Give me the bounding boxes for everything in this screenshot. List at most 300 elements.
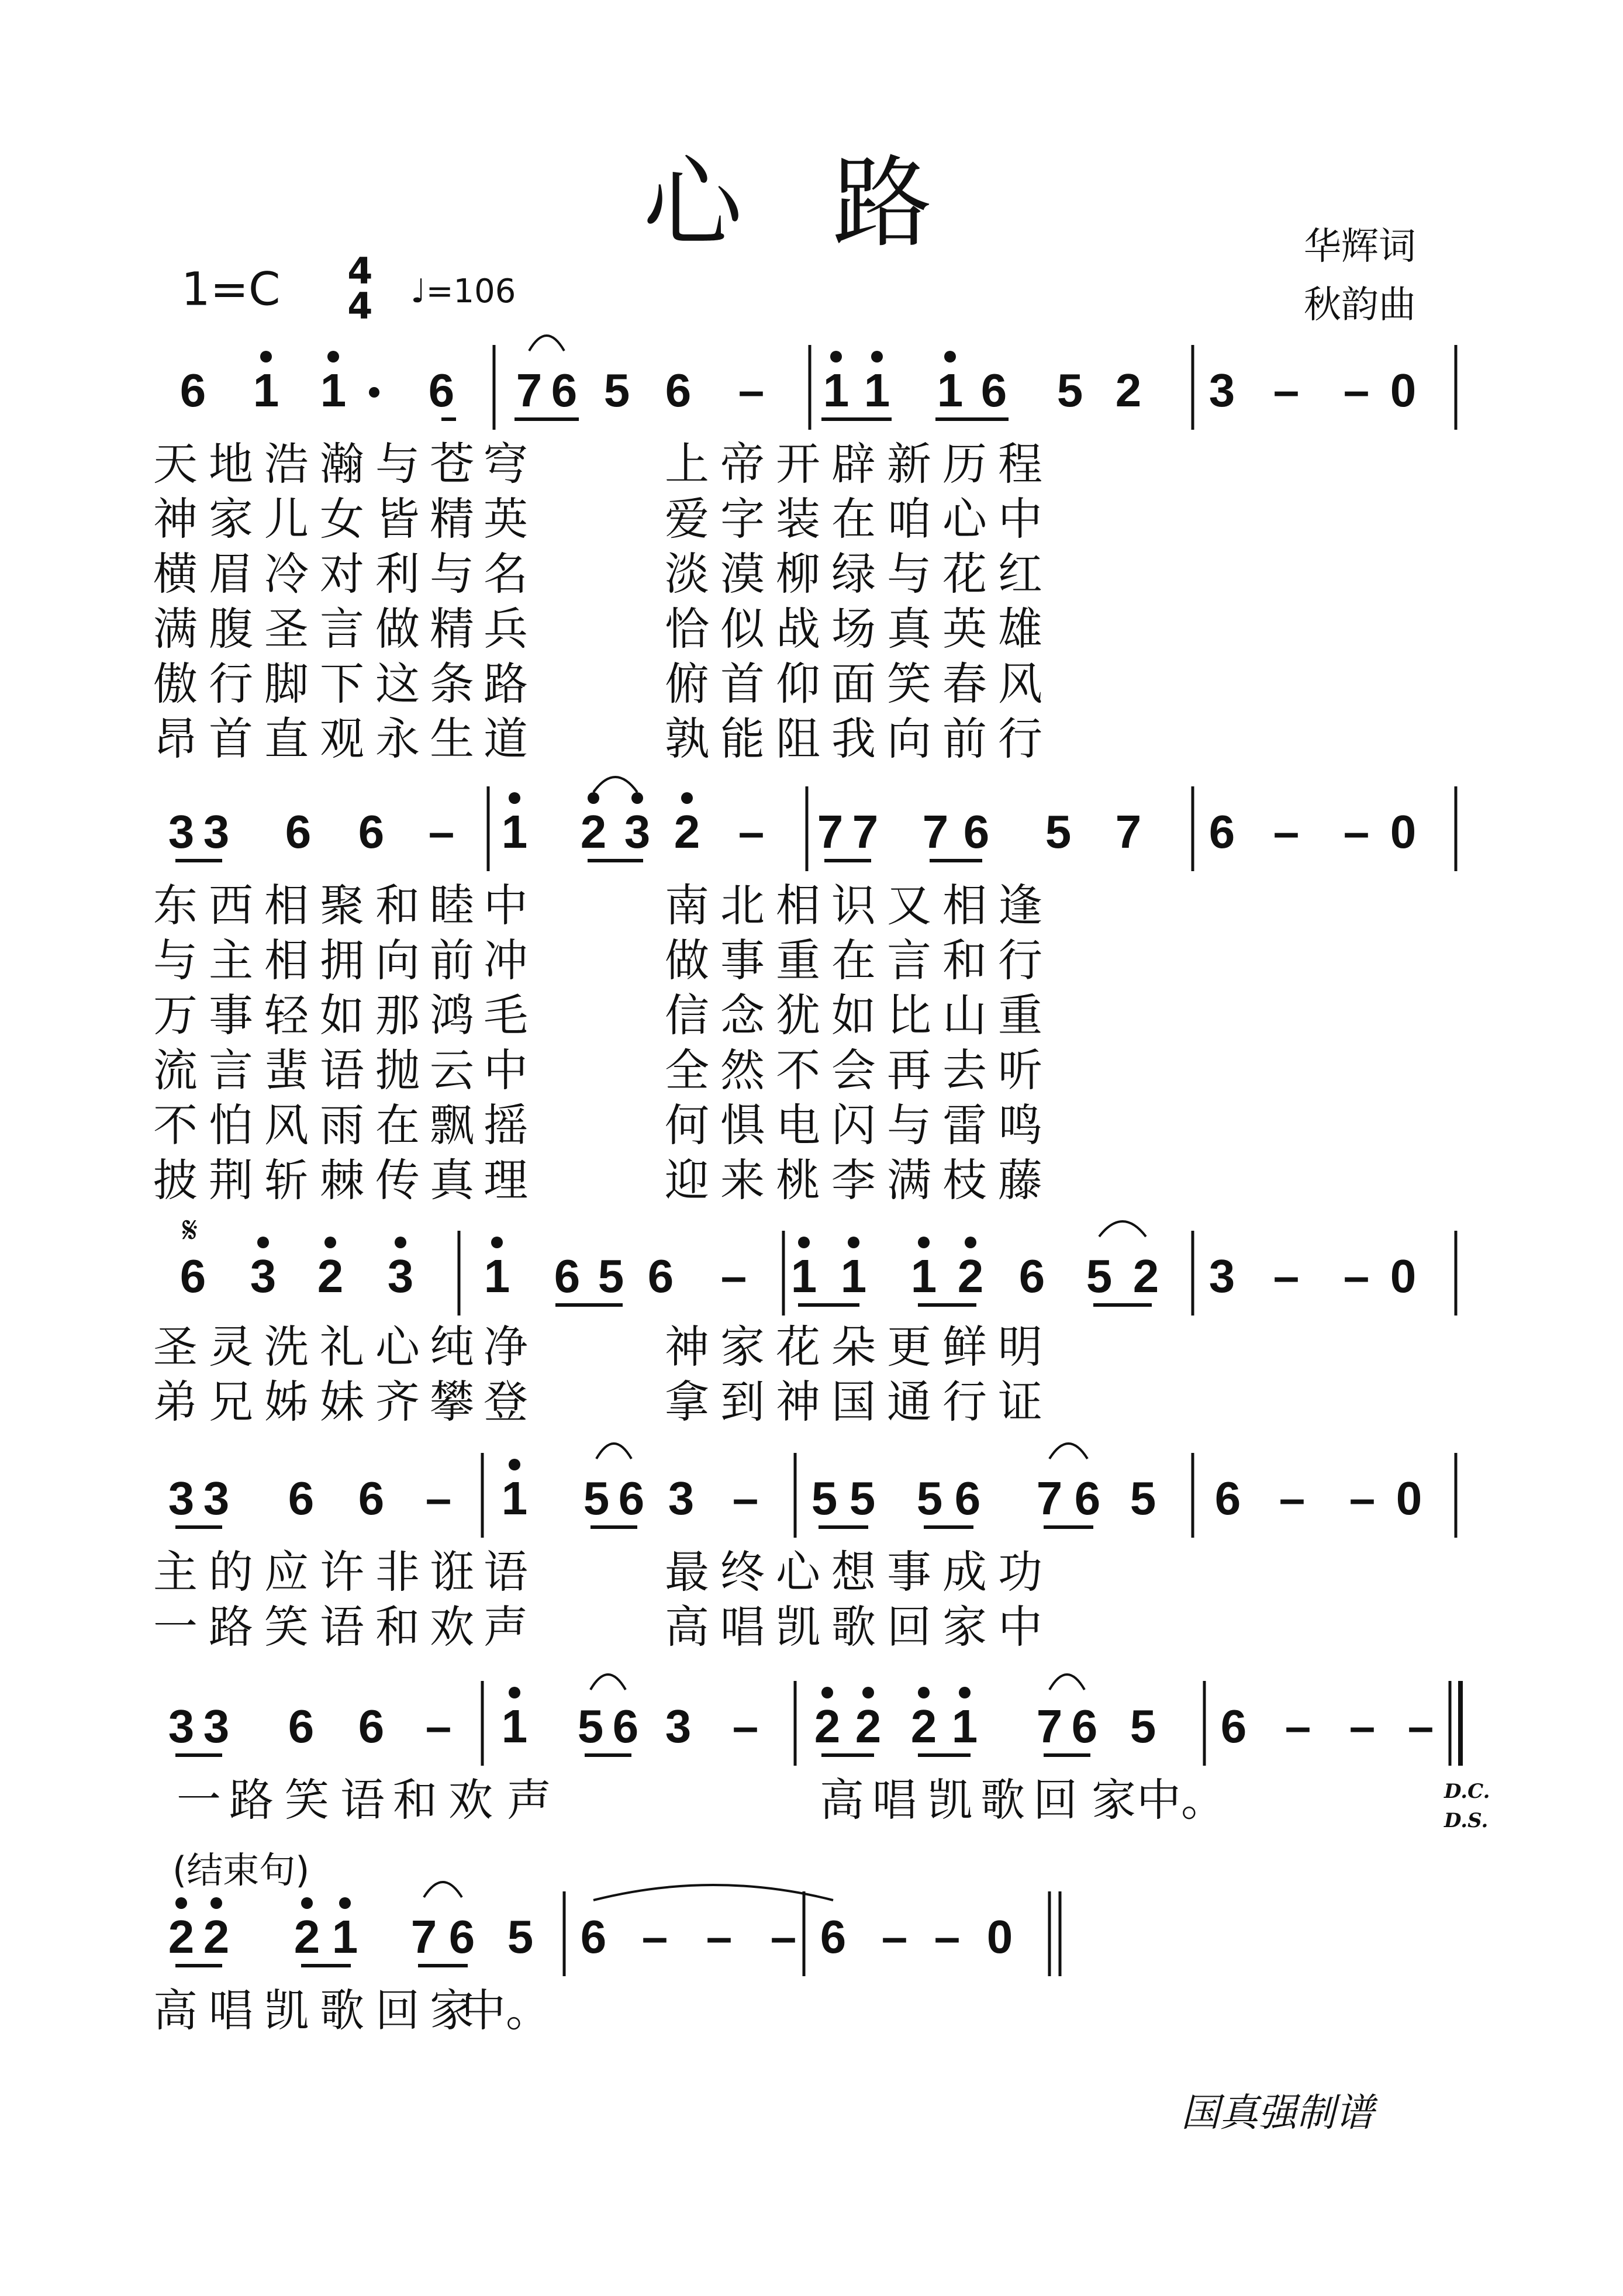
lyric-char: 装: [776, 493, 820, 545]
lyric-char: 雄: [998, 603, 1042, 655]
lyric-char: 言: [320, 603, 364, 655]
lyric-char: 语: [484, 1546, 528, 1598]
lyric-char: 相: [264, 879, 309, 931]
lyric-char: 路: [229, 1774, 274, 1826]
lyric-char: 全: [665, 1044, 709, 1096]
lyric-char: 与: [887, 1099, 931, 1151]
lyric-char: 女: [320, 493, 364, 545]
lyric-char: 念: [720, 989, 765, 1041]
time-signature-bottom: 4: [347, 285, 373, 327]
lyric-char: 地: [209, 438, 253, 490]
lyric-char: 拿: [665, 1376, 709, 1428]
note: 6: [612, 1700, 639, 1752]
lyric-char: 英: [942, 603, 987, 655]
note: 2: [580, 806, 607, 858]
lyric-char: 新: [887, 438, 931, 490]
note: 2: [910, 1700, 937, 1752]
lyric-char: 场: [831, 603, 876, 655]
time-signature-top: 4: [347, 250, 373, 292]
note: 1: [790, 1250, 817, 1302]
octave-dot: [918, 1237, 930, 1248]
lyric-char: 上: [665, 438, 709, 490]
lyric-char: 惧: [720, 1099, 765, 1151]
dash: –: [1343, 364, 1370, 416]
lyric-char: 柳: [776, 548, 820, 600]
lyric-char: 李: [831, 1154, 876, 1206]
lyric-char: 眉: [209, 548, 253, 600]
octave-dot: [871, 351, 883, 362]
octave-dot: [175, 1897, 187, 1909]
lyric-char: 中: [484, 879, 528, 931]
lyric-char: 孰: [665, 713, 709, 765]
note: 1: [937, 364, 964, 416]
lyric-char: 东: [153, 879, 198, 931]
octave-dot: [260, 351, 272, 362]
note: 3: [1208, 1250, 1235, 1302]
lyric-char: 路: [209, 1601, 253, 1653]
lyric-char: 南: [665, 879, 709, 931]
lyric-char: 真: [887, 603, 931, 655]
lyric-char: 雨: [320, 1099, 364, 1151]
note: 7: [1115, 806, 1142, 858]
lyric-char: 摇: [484, 1099, 528, 1151]
lyric-char: 家: [430, 1984, 474, 2036]
lyric-char: 回: [887, 1601, 931, 1653]
note: 6: [179, 1250, 206, 1302]
lyric-char: 傲: [153, 658, 198, 710]
note: 3: [203, 1700, 230, 1752]
lyric-char: 逢: [998, 879, 1042, 931]
slur: [1049, 1674, 1085, 1690]
note: 5: [1056, 364, 1083, 416]
lyric-char: 妹: [320, 1376, 364, 1428]
lyric-char: 向: [887, 713, 931, 765]
lyric-char: 歌: [320, 1984, 364, 2036]
lyric-char: 许: [320, 1546, 364, 1598]
lyric-char: 云: [430, 1044, 474, 1096]
lyric-char: 欢: [448, 1774, 493, 1826]
lyric-char: 会: [831, 1044, 876, 1096]
lyric-char: 行: [942, 1376, 987, 1428]
lyric-char: 帝: [720, 438, 765, 490]
note: 6: [1214, 1472, 1241, 1524]
octave-dot: [821, 1687, 833, 1698]
lyric-char: 一: [177, 1774, 221, 1826]
lyric-char: 前: [430, 934, 474, 986]
lyric-char: 凯: [264, 1984, 309, 2036]
lyric-char: 再: [887, 1044, 931, 1096]
lyric-char: 那: [375, 989, 420, 1041]
lyric-char: 恰: [665, 603, 709, 655]
lyric-char: 花: [942, 548, 987, 600]
note: 1: [823, 364, 850, 416]
lyric-char: 向: [375, 934, 420, 986]
lyric-char: 心: [942, 493, 987, 545]
slur: [591, 1674, 626, 1690]
lyric-char: 腹: [209, 603, 253, 655]
note: 2: [814, 1700, 841, 1752]
note: 6: [1074, 1472, 1101, 1524]
lyric-char: 事: [209, 989, 253, 1041]
lyric-char: 成: [942, 1546, 987, 1598]
dash: –: [1273, 806, 1300, 858]
lyric-char: 朵: [831, 1321, 876, 1373]
lyric-char: 欢: [430, 1601, 474, 1653]
dash: –: [720, 1250, 747, 1302]
note: 6: [580, 1911, 607, 1963]
note: 1: [501, 1472, 528, 1524]
lyric-char: 辟: [831, 438, 876, 490]
dash: –: [428, 806, 455, 858]
note: 2: [293, 1911, 320, 1963]
note: 6: [1220, 1700, 1247, 1752]
lyric-char: 语: [320, 1601, 364, 1653]
lyric-char: 战: [776, 603, 820, 655]
note: 7: [817, 806, 844, 858]
octave-dot: [395, 1237, 406, 1248]
lyric-char: 万: [153, 989, 198, 1041]
lyric-char: 事: [887, 1546, 931, 1598]
lyric-char: 苍: [430, 438, 474, 490]
dash: –: [738, 364, 765, 416]
ds-marker: D.S.: [1444, 1809, 1489, 1832]
lyric-char: 做: [665, 934, 709, 986]
lyric-char: 鸿: [430, 989, 474, 1041]
dash: –: [1349, 1472, 1376, 1524]
note: 2: [203, 1911, 230, 1963]
lyric-char: 绿: [831, 548, 876, 600]
lyric-char: 笑: [264, 1601, 309, 1653]
segno-sign: 𝄋: [182, 1209, 198, 1251]
lyric-char: 不: [776, 1044, 820, 1096]
note: 1: [501, 1700, 528, 1752]
lyric-char: 诳: [430, 1546, 474, 1598]
lyric-char: 到: [720, 1376, 765, 1428]
lyric-char: 攀: [430, 1376, 474, 1428]
note: 6: [358, 806, 385, 858]
lyric-char: 礼: [320, 1321, 364, 1373]
octave-dot: [681, 792, 693, 804]
lyric-char: 神: [153, 493, 198, 545]
note: 6: [288, 1700, 315, 1752]
note: 6: [288, 1472, 315, 1524]
lyric-char: 开: [776, 438, 820, 490]
dash: –: [738, 806, 765, 858]
note: 3: [387, 1250, 414, 1302]
dash: –: [1279, 1472, 1306, 1524]
dash: –: [1273, 1250, 1300, 1302]
lyric-char: 与: [887, 548, 931, 600]
lyric-char: 凯: [928, 1774, 972, 1826]
lyric-char: 高: [820, 1774, 864, 1826]
note: 7: [922, 806, 949, 858]
lyric-char: 做: [375, 603, 420, 655]
note: 5: [811, 1472, 838, 1524]
lyric-char: 家: [1092, 1774, 1136, 1826]
lyric-char: 洗: [264, 1321, 309, 1373]
note: 1: [320, 364, 347, 416]
lyric-char: 鸣: [998, 1099, 1042, 1151]
note: 7: [1036, 1700, 1063, 1752]
note: 5: [577, 1700, 604, 1752]
lyric-char: 前: [942, 713, 987, 765]
note: 6: [618, 1472, 645, 1524]
lyric-char: 终: [720, 1546, 765, 1598]
octave-dot: [491, 1237, 503, 1248]
lyric-char: 重: [776, 934, 820, 986]
lyric-char: 利: [375, 548, 420, 600]
slur: [593, 777, 637, 792]
note: 7: [516, 364, 543, 416]
lyric-char: 神: [665, 1321, 709, 1373]
lyric-char: 程: [998, 438, 1042, 490]
lyric-char: 中。: [1137, 1774, 1225, 1826]
lyric-char: 中: [998, 1601, 1042, 1653]
note: 6: [448, 1911, 475, 1963]
dash: –: [732, 1472, 759, 1524]
octave-dot: [339, 1897, 351, 1909]
note: 0: [1396, 1472, 1422, 1524]
note: 6: [665, 364, 692, 416]
note: 2: [957, 1250, 984, 1302]
note: 6: [1071, 1700, 1098, 1752]
dash: –: [425, 1700, 452, 1752]
note: 2: [1115, 364, 1142, 416]
note: 6: [285, 806, 312, 858]
lyric-char: 直: [264, 713, 309, 765]
lyric-char: 声: [507, 1774, 551, 1826]
note: 0: [1390, 364, 1417, 416]
song-title: 心 路: [643, 146, 962, 261]
lyric-char: 神: [776, 1376, 820, 1428]
lyric-char: 冲: [484, 934, 528, 986]
lyric-char: 家: [942, 1601, 987, 1653]
lyric-char: 字: [720, 493, 765, 545]
note: 1: [864, 364, 890, 416]
octave-dot: [509, 792, 520, 804]
lyric-char: 圣: [153, 1321, 198, 1373]
lyric-char: 听: [998, 1044, 1042, 1096]
lyric-char: 披: [153, 1154, 198, 1206]
dash: –: [425, 1472, 452, 1524]
lyric-char: 想: [831, 1546, 876, 1598]
note: 2: [317, 1250, 344, 1302]
lyric-char: 齐: [375, 1376, 420, 1428]
octave-dot: [327, 351, 339, 362]
lyric-char: 在: [831, 934, 876, 986]
lyric-char: 心: [375, 1321, 420, 1373]
lyric-char: 对: [320, 548, 364, 600]
lyric-char: 唱: [720, 1601, 765, 1653]
lyric-char: 英: [484, 493, 528, 545]
lyric-char: 聚: [320, 879, 364, 931]
dc-marker: D.C.: [1444, 1780, 1490, 1803]
lyric-char: 电: [776, 1099, 820, 1151]
octave-dot: [944, 351, 956, 362]
lyric-char: 唱: [872, 1774, 917, 1826]
lyric-char: 中: [998, 493, 1042, 545]
lyric-char: 圣: [264, 603, 309, 655]
note: 6: [1018, 1250, 1045, 1302]
lyric-char: 通: [887, 1376, 931, 1428]
lyric-char: 棘: [320, 1154, 364, 1206]
lyric-char: 中。: [461, 1984, 550, 2036]
lyric-char: 蜚: [264, 1044, 309, 1096]
lyric-char: 这: [375, 658, 420, 710]
lyric-char: 高: [665, 1601, 709, 1653]
octave-dot: [798, 1237, 810, 1248]
octave-dot: [509, 1459, 520, 1470]
key: 1=C: [181, 263, 281, 316]
dash: –: [1273, 364, 1300, 416]
dash: –: [770, 1911, 797, 1963]
note: 2: [674, 806, 700, 858]
lyric-char: 功: [998, 1546, 1042, 1598]
lyric-char: 轻: [264, 989, 309, 1041]
lyric-char: 与: [153, 934, 198, 986]
lyric-char: 纯: [430, 1321, 474, 1373]
note: 7: [410, 1911, 437, 1963]
lyric-char: 何: [665, 1099, 709, 1151]
lyric-char: 相: [942, 879, 987, 931]
lyric-char: 和: [393, 1774, 437, 1826]
octave-dot: [509, 1687, 520, 1698]
lyric-char: 家: [720, 1321, 765, 1373]
dash: –: [706, 1911, 733, 1963]
lyric-char: 荆: [209, 1154, 253, 1206]
note: 6: [954, 1472, 981, 1524]
dash: –: [641, 1911, 668, 1963]
lyric-char: 怕: [209, 1099, 253, 1151]
octave-dot: [324, 1237, 336, 1248]
slur: [529, 336, 564, 351]
lyric-char: 下: [320, 658, 364, 710]
lyric-char: 横: [153, 548, 198, 600]
slur: [1049, 1444, 1087, 1459]
lyric-char: 应: [264, 1546, 309, 1598]
lyric-char: 声: [484, 1601, 528, 1653]
lyric-char: 歌: [980, 1774, 1025, 1826]
lyric-char: 满: [153, 603, 198, 655]
note: 1: [331, 1911, 358, 1963]
note: 6: [980, 364, 1007, 416]
lyric-char: 和: [375, 1601, 420, 1653]
note: 5: [1045, 806, 1072, 858]
note: 2: [855, 1700, 882, 1752]
note: 5: [598, 1250, 624, 1302]
octave-dot: [210, 1897, 222, 1909]
lyric-char: 在: [831, 493, 876, 545]
lyric-char: 藤: [998, 1154, 1042, 1206]
lyric-char: 流: [153, 1044, 198, 1096]
lyric-char: 登: [484, 1376, 528, 1428]
lyric-char: 花: [776, 1321, 820, 1373]
note: 6: [963, 806, 990, 858]
lyric-char: 来: [720, 1154, 765, 1206]
lyric-char: 国: [831, 1376, 876, 1428]
lyric-char: 道: [484, 713, 528, 765]
note: 1: [910, 1250, 937, 1302]
note: 1: [501, 806, 528, 858]
dash: –: [881, 1911, 908, 1963]
lyric-char: 传: [375, 1154, 420, 1206]
octave-dot: [965, 1237, 976, 1248]
lyric-char: 相: [776, 879, 820, 931]
lyric-char: 然: [720, 1044, 765, 1096]
lyric-char: 浩: [264, 438, 309, 490]
lyric-char: 桃: [776, 1154, 820, 1206]
note: 3: [168, 1700, 195, 1752]
lyric-char: 中: [484, 1044, 528, 1096]
note: 3: [665, 1700, 692, 1752]
lyric-char: 与: [375, 438, 420, 490]
lyric-char: 信: [665, 989, 709, 1041]
note: 3: [203, 806, 230, 858]
lyric-char: 和: [942, 934, 987, 986]
lyric-char: 雷: [942, 1099, 987, 1151]
lyric-char: 语: [320, 1044, 364, 1096]
maker-credit: 国真强制谱: [1181, 2090, 1374, 2135]
lyric-char: 似: [720, 603, 765, 655]
note: 6: [358, 1700, 385, 1752]
lyric-char: 昂: [153, 713, 198, 765]
dash: –: [1343, 1250, 1370, 1302]
lyric-char: 非: [375, 1546, 420, 1598]
lyric-char: 条: [430, 658, 474, 710]
lyric-char: 行: [209, 658, 253, 710]
augmentation-dot: [369, 387, 379, 398]
slur: [596, 1444, 631, 1459]
lyric-char: 咱: [887, 493, 931, 545]
lyric-char: 我: [831, 713, 876, 765]
lyric-char: 首: [720, 658, 765, 710]
lyric-char: 笑: [887, 658, 931, 710]
lyric-char: 兄: [209, 1376, 253, 1428]
note: 2: [168, 1911, 195, 1963]
note: 5: [583, 1472, 610, 1524]
lyric-char: 回: [1033, 1774, 1078, 1826]
lyric-char: 与: [430, 548, 474, 600]
note: 0: [1390, 1250, 1417, 1302]
lyric-char: 红: [998, 548, 1042, 600]
note: 3: [1208, 364, 1235, 416]
lyric-char: 漠: [720, 548, 765, 600]
note: 3: [168, 1472, 195, 1524]
note: 3: [250, 1250, 277, 1302]
lyric-char: 阻: [776, 713, 820, 765]
octave-dot: [301, 1897, 313, 1909]
lyric-char: 的: [209, 1546, 253, 1598]
octave-dot: [862, 1687, 874, 1698]
octave-dot: [631, 792, 643, 804]
note: 3: [668, 1472, 695, 1524]
lyric-char: 穹: [484, 438, 528, 490]
lyric-char: 冷: [264, 548, 309, 600]
note: 6: [647, 1250, 674, 1302]
dash: –: [1349, 1700, 1376, 1752]
lyric-char: 路: [484, 658, 528, 710]
note: 5: [507, 1911, 534, 1963]
ending-label: (结束句): [172, 1849, 310, 1891]
lyric-char: 识: [831, 879, 876, 931]
lyric-char: 爱: [665, 493, 709, 545]
dash: –: [1343, 806, 1370, 858]
note: 6: [179, 364, 206, 416]
tempo: ♩=106: [410, 272, 516, 311]
dash: –: [1284, 1700, 1311, 1752]
slur: [424, 1882, 462, 1897]
lyric-char: 春: [942, 658, 987, 710]
